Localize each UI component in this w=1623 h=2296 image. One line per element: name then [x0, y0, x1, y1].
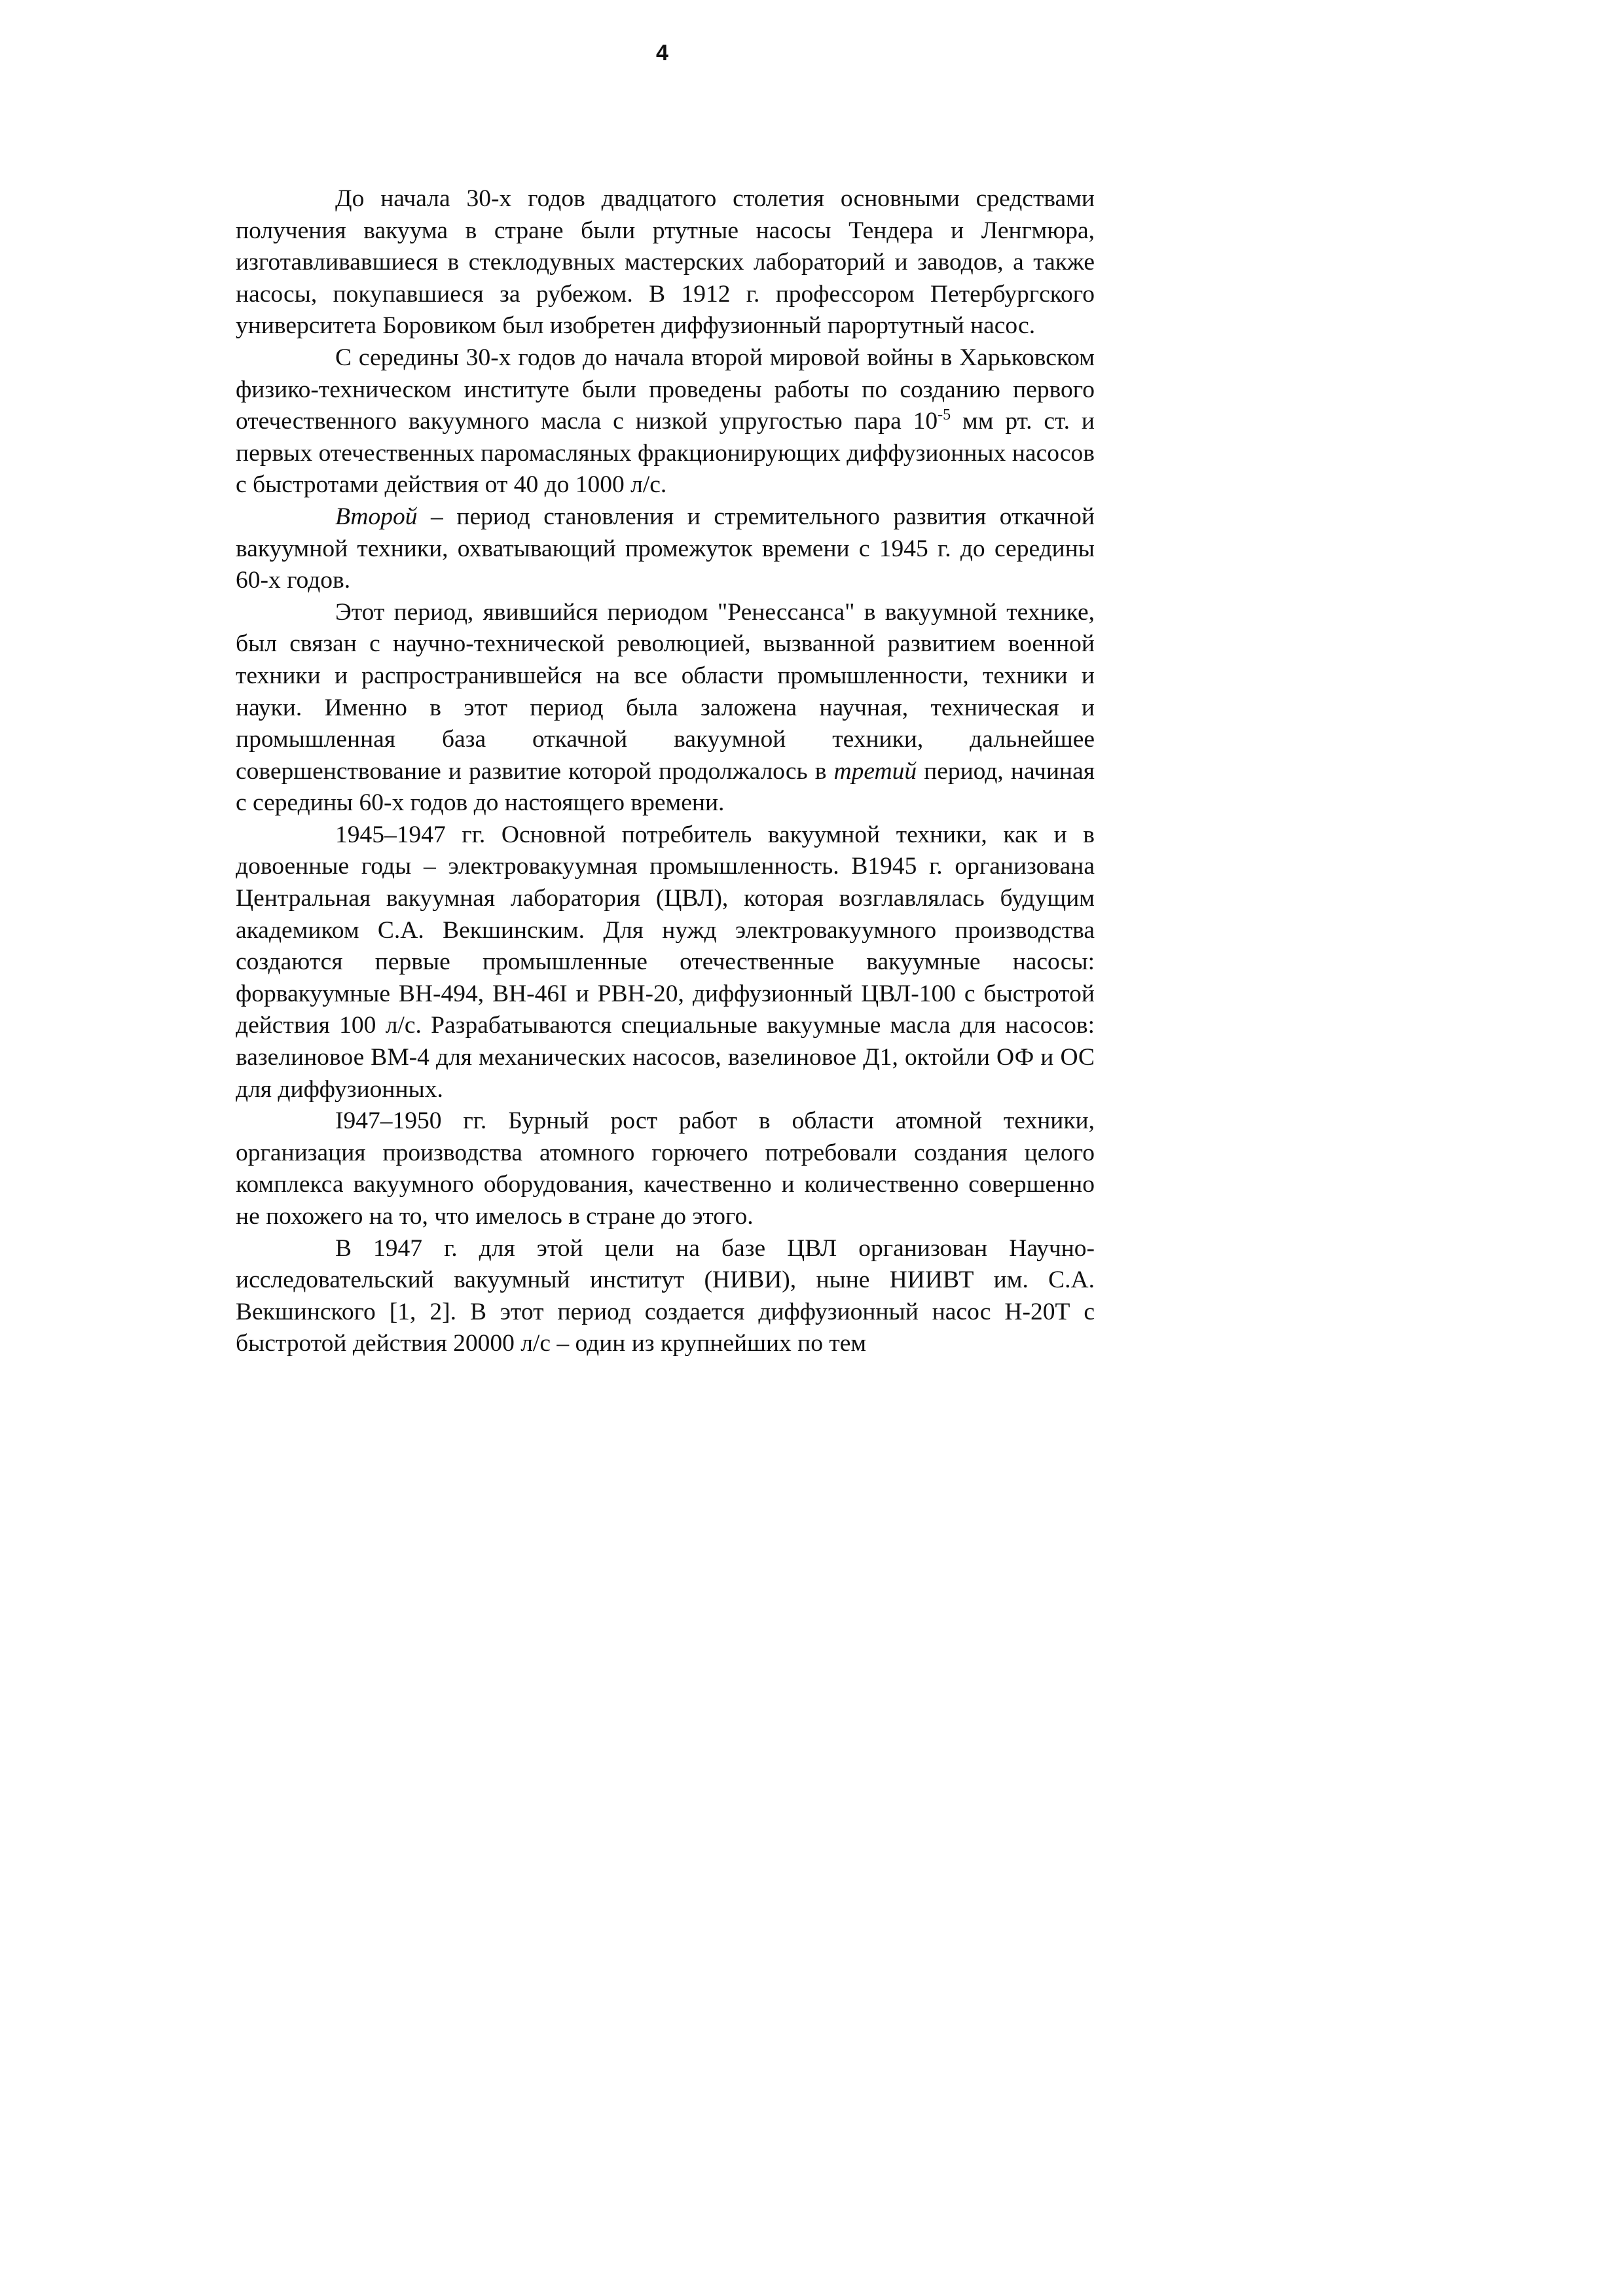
paragraph-4-text-after: период, начиная с середины 60-х годов до настоящего времени. — [236, 757, 1095, 817]
paragraph-4-text-before: Этот период, явившийся периодом "Ренессанса" в вакуумной технике, был связан с научно-технической революцией, вызванной развитием военной техники и распространившейся на все области промышленности, техники и науки. Именно в этот период была заложена научная, техническая и промышленная база откачной вакуумной техники, дальнейшее совершенствование и развитие которой продолжалось в — [236, 598, 1095, 785]
paragraph-2 — [236, 342, 1095, 501]
paragraph-3 — [236, 501, 1095, 597]
page-number: 4 — [656, 41, 668, 65]
paragraph-6: I947–1950 гг. Бурный рост работ в области атомной техники, организация производства атомного горючего потребовали создания целого комплекса вакуумного оборудования, качественно и количественно совершенно не похожего на то, что имелось в стране до этого. — [236, 1107, 1095, 1230]
paragraph-7: В 1947 г. для этой цели на базе ЦВЛ организован Научно-исследовательский вакуумный институт (НИВИ), ныне НИИВТ им. С.А. Векшинского [1, 2]. В этот период создается диффузионный насос Н-20Т с быстротой действия 20000 л/с – один из крупнейших по тем — [236, 1234, 1095, 1357]
paragraph-4-italic-mid: третий — [833, 757, 917, 785]
paragraph-2-text-after: мм рт. ст. и первых отечественных паромасляных фракционирующих диффузионных насосов с быстротами действия от 40 до 1000 л/с. — [236, 408, 1095, 499]
paragraph-3-italic-lead: Второй — [335, 503, 418, 530]
paragraph-5: 1945–1947 гг. Основной потребитель вакуумной техники, как и в довоенные годы – электровакуумная промышленность. В1945 г. организована Центральная вакуумная лаборатория (ЦВЛ), которая возглавлялась будущим академиком С.А. Векшинским. Для нужд электровакуумного производства создаются первые промышленные отечественные вакуумные насосы: форвакуумные ВН-494, ВН-46I и РВН-20, диффузионный ЦВЛ-100 с быстротой действия 100 л/с. Разрабатываются специальные вакуумные масла для насосов: вазелиновое ВМ-4 для механических насосов, вазелиновое Д1, октойли ОФ и ОС для диффузионных. — [236, 821, 1095, 1103]
paragraph-3-text: – период становления и стремительного развития откачной вакуумной техники, охватывающий промежуток времени с 1945 г. до середины 60-х годов. — [236, 503, 1095, 594]
paragraph-1: До начала 30-х годов двадцатого столетия основными средствами получения вакуума в стране были ртутные насосы Тендера и Ленгмюра, изготавливавшиеся в стеклодувных мастерских лабораторий и заводов, а также насосы, покупавшиеся за рубежом. В 1912 г. профессором Петербургского университета Боровиком был изобретен диффузионный парортутный насос. — [236, 185, 1095, 340]
paragraph-4 — [236, 597, 1095, 819]
paragraph-2-superscript: -5 — [938, 406, 951, 424]
paragraph-2-text-before: С середины 30-х годов до начала второй мировой войны в Харьковском физико-техническом институте были проведены работы по созданию первого отечественного вакуумного масла с низкой упругостью пара 10 — [236, 344, 1095, 435]
body-text — [236, 183, 1095, 1360]
